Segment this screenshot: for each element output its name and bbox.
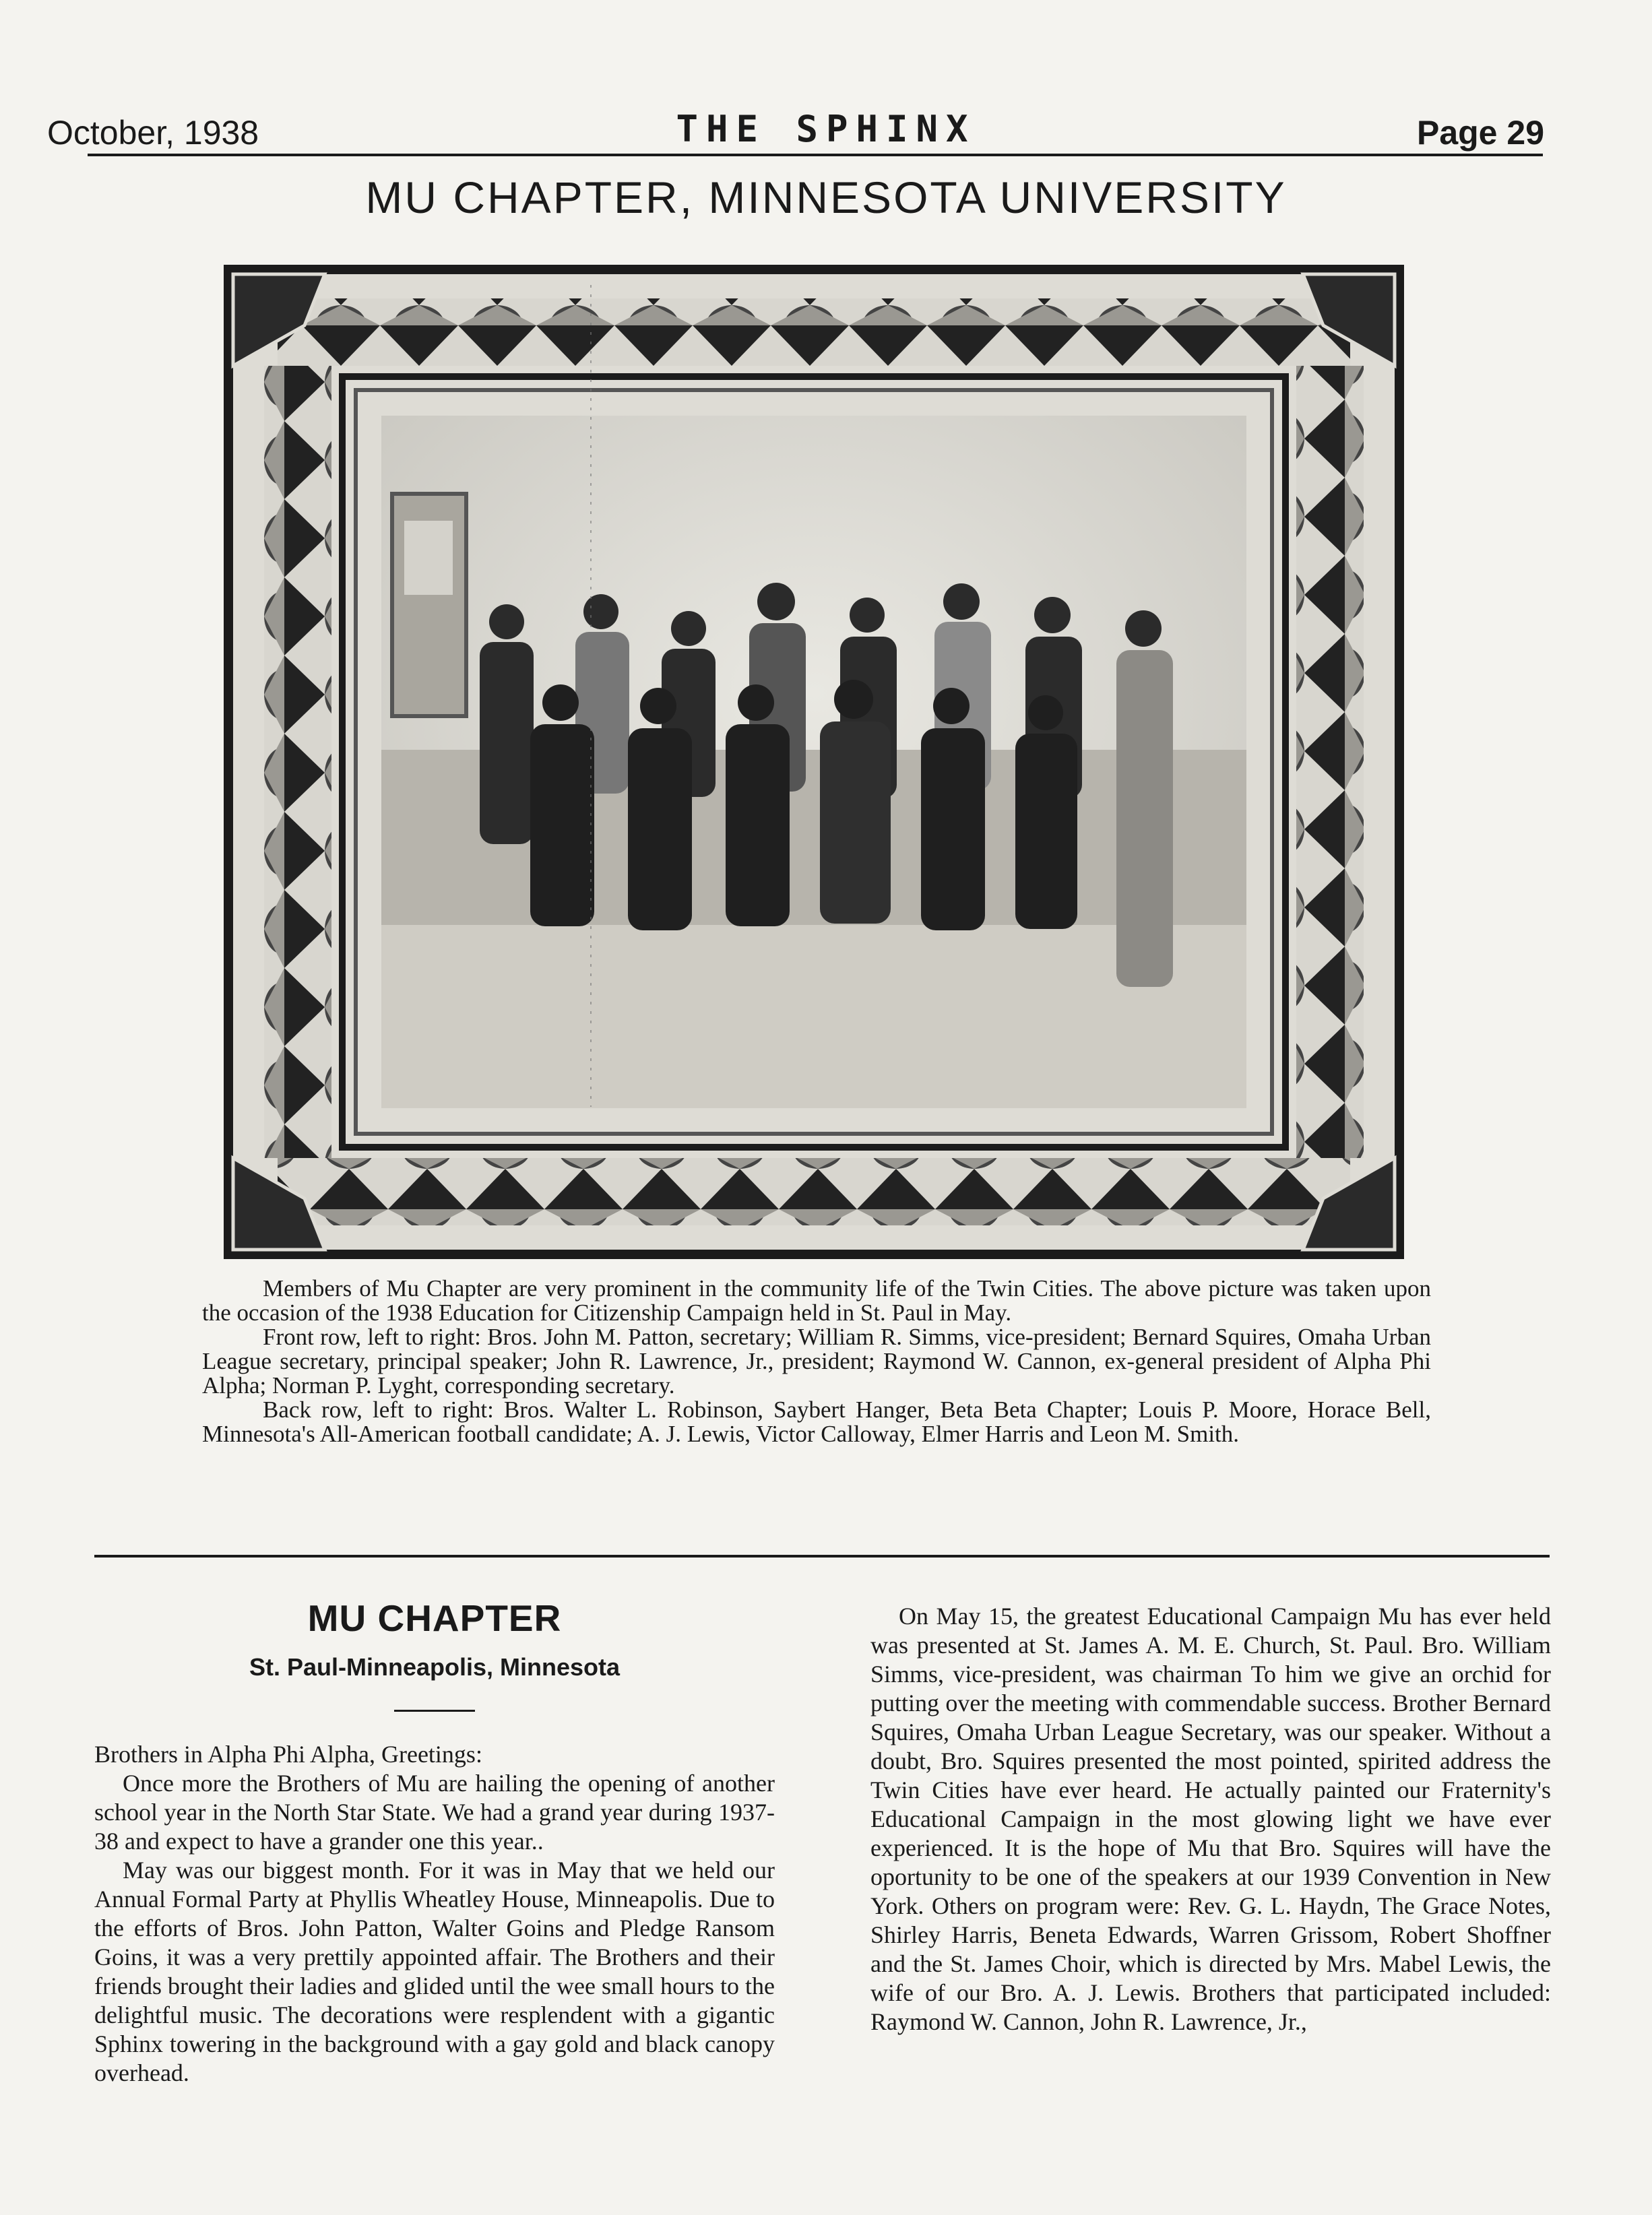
salutation: Brothers in Alpha Phi Alpha, Greetings: — [94, 1741, 482, 1768]
group-photo-frame — [224, 265, 1404, 1259]
article-paragraph: May was our biggest month. For it was in May that we held our Annual Formal Party at Phyllis Wheatley House, Minneapolis. Due to the efforts of Bros. John Patton, Walter Goins and Pledge Ransom Goins, it was a very prettily appointed affair. The Brothers and their friends brought their ladies and glided until the wee small hours to the delightful music. The decorations were resplendent with a gigantic Sphinx towering in the background with a gay gold and black canopy overhead. — [94, 1857, 775, 2086]
photo-caption — [202, 1277, 1431, 1446]
subtitle-rule — [394, 1710, 475, 1712]
group-photo — [224, 265, 1404, 1259]
article-paragraph: Once more the Brothers of Mu are hailing the opening of another school year in the North Star State. We had a grand year during 1937-38 and expect to have a grander one this year.. — [94, 1770, 775, 1855]
article-left-column — [94, 1597, 775, 2088]
publication-title: THE SPHINX — [676, 108, 976, 150]
article-subtitle: St. Paul-Minneapolis, Minnesota — [249, 1653, 621, 1681]
caption-paragraph: Members of Mu Chapter are very prominent in the community life of the Twin Cities. The above picture was taken upon the occasion of the 1938 Education for Citizenship Campaign held in St. Paul in May. — [202, 1275, 1431, 1326]
page-title: MU CHAPTER, MINNESOTA UNIVERSITY — [365, 172, 1287, 222]
caption-back-row: Back row, left to right: Bros. Walter L. Robinson, Saybert Hanger, Beta Beta Chapter; Louis P. Moore, Horace Bell, Minnesota's All-American football candidate; A. J. Lewis, Victor Calloway, Elmer Harris and Leon M. Smith. — [202, 1397, 1431, 1447]
caption-front-row: Front row, left to right: Bros. John M. Patton, secretary; William R. Simms, vice-president; Bernard Squires, Omaha Urban League secretary, principal speaker; John R. Lawrence, Jr., president; Raymond W. Cannon, ex-general president of Alpha Phi Alpha; Norman P. Lyght, corresponding secretary. — [202, 1324, 1431, 1399]
article-paragraph: On May 15, the greatest Educational Campaign Mu has ever held was presented at St. James A. M. E. Church, St. Paul. Bro. William Simms, vice-president, was chairman To him we give an orchid for putting over the meeting with commendable success. Brother Bernard Squires, Omaha Urban League Secretary, was our speaker. Without a doubt, Bro. Squires presented the most pointed, spirited address the Twin Cities have ever heard. He actually painted our Fraternity's Educational Campaign in the most glowing light we have ever experienced. It is the hope of Mu that Bro. Squires will have the oportunity to be one of the speakers at our 1939 Convention in New York. Others on program were: Rev. G. L. Haydn, The Grace Notes, Shirley Harris, Beneta Edwards, Warren Grissom, Robert Shoffner and the St. James Choir, which is directed by Mrs. Mabel Lewis, the wife of our Bro. A. J. Lewis. Brothers that participated included: Raymond W. Cannon, John R. Lawrence, Jr., — [870, 1603, 1551, 2035]
article-title: MU CHAPTER — [307, 1597, 562, 1639]
issue-date: October, 1938 — [47, 114, 259, 152]
page-number: Page 29 — [1416, 114, 1544, 152]
section-rule — [94, 1555, 1550, 1558]
header-rule — [88, 154, 1543, 156]
article-right-column — [870, 1602, 1551, 2036]
